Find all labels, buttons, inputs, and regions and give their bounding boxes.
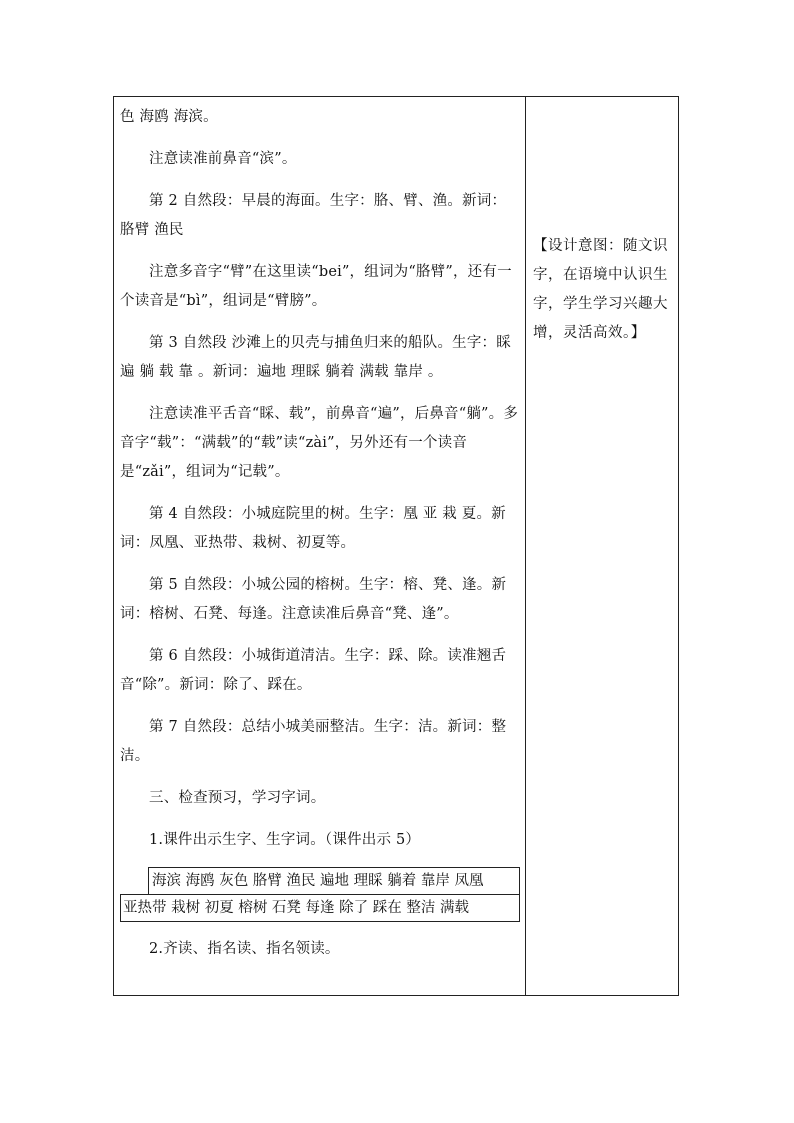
paragraph-section-7: 第 7 自然段：总结小城美丽整洁。生字：洁。新词：整洁。 bbox=[120, 719, 507, 764]
paragraph-note-bi: 注意多音字“臂”在这里读“bei”，组词为“胳臂”，还有一个读音是“bì”，组词是“臂膀”。 bbox=[120, 264, 512, 309]
paragraph-note-cai-zai: 注意读准平舌音“睬、载”，前鼻音“遍”，后鼻音“躺”。多音字“载”：“满载”的“载”读“zài”，另外还有一个读音是“zǎi”，组词为“记载”。 bbox=[120, 406, 519, 480]
paragraph-section-5: 第 5 自然段：小城公园的榕树。生字：榕、凳、逢。新词：榕树、石凳、每逢。注意读准后鼻音“凳、逢”。 bbox=[120, 577, 507, 622]
vocab-box-line-2: 亚热带 栽树 初夏 榕树 石凳 每逢 除了 踩在 整洁 满载 bbox=[120, 894, 520, 922]
paragraph-section-6: 第 6 自然段：小城街道清洁。生字：踩、除。读准翘舌音“除”。新词：除了、踩在。 bbox=[120, 648, 507, 693]
design-intent-column bbox=[533, 232, 673, 348]
paragraph-section-2: 第 2 自然段：早晨的海面。生字：胳、臂、渔。新词：胳臂 渔民 bbox=[120, 193, 507, 238]
teaching-content-column bbox=[120, 103, 520, 964]
paragraph-section-3: 第 3 自然段 沙滩上的贝壳与捕鱼归来的船队。生字：睬 遍 躺 载 靠 。新词：遍地 理睬 躺着 满载 靠岸 。 bbox=[120, 335, 511, 380]
paragraph-note-bin: 注意读准前鼻音“滨”。 bbox=[149, 151, 297, 167]
section-heading-preview: 三、检查预习，学习字词。 bbox=[149, 790, 326, 806]
design-intent-note: 【设计意图：随文识字，在语境中认识生字，学生学习兴趣大增，灵活高效。】 bbox=[533, 238, 668, 341]
step-courseware: 1.课件出示生字、生字词。（课件出示 5） bbox=[149, 832, 421, 848]
vocab-box-line-1: 海滨 海鸥 灰色 胳臂 渔民 遍地 理睬 躺着 靠岸 凤凰 bbox=[148, 867, 520, 894]
column-divider bbox=[525, 96, 526, 996]
paragraph-section-4: 第 4 自然段：小城庭院里的树。生字：凰 亚 栽 夏。新词：凤凰、亚热带、栽树、初夏等。 bbox=[120, 506, 506, 551]
step-reading: 2.齐读、指名读、指名领读。 bbox=[149, 941, 340, 957]
paragraph-continuation: 色 海鸥 海滨。 bbox=[120, 109, 218, 125]
